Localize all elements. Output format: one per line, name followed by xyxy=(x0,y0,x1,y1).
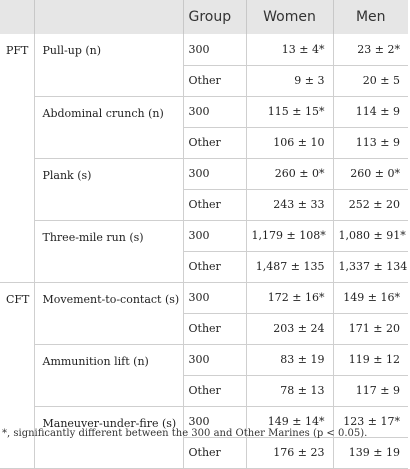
men-value: 1,337 ± 134 xyxy=(333,251,408,282)
table-header-row xyxy=(0,0,408,34)
men-value: 123 ± 17* xyxy=(333,406,408,437)
group-cell: Other xyxy=(183,65,246,96)
men-value: 252 ± 20 xyxy=(333,189,408,220)
men-value: 20 ± 5 xyxy=(333,65,408,96)
women-value: 9 ± 3 xyxy=(246,65,333,96)
group-cell: 300 xyxy=(183,158,246,189)
table-row xyxy=(0,158,408,189)
men-value: 1,080 ± 91* xyxy=(333,220,408,251)
group-cell: Other xyxy=(183,437,246,468)
men-value: 114 ± 9 xyxy=(333,96,408,127)
group-cell: 300 xyxy=(183,220,246,251)
men-value: 113 ± 9 xyxy=(333,127,408,158)
men-value: 149 ± 16* xyxy=(333,282,408,313)
women-value: 83 ± 19 xyxy=(246,344,333,375)
men-value: 117 ± 9 xyxy=(333,375,408,406)
women-value: 1,179 ± 108* xyxy=(246,220,333,251)
group-cell: Other xyxy=(183,127,246,158)
women-value: 1,487 ± 135 xyxy=(246,251,333,282)
men-value: 260 ± 0* xyxy=(333,158,408,189)
women-value: 13 ± 4* xyxy=(246,34,333,65)
header-group: Group xyxy=(183,0,246,34)
women-value: 106 ± 10 xyxy=(246,127,333,158)
group-cell: 300 xyxy=(183,344,246,375)
group-cell: Other xyxy=(183,189,246,220)
women-value: 243 ± 33 xyxy=(246,189,333,220)
women-value: 203 ± 24 xyxy=(246,313,333,344)
table-row xyxy=(0,34,408,65)
men-value: 171 ± 20 xyxy=(333,313,408,344)
group-cell: 300 xyxy=(183,34,246,65)
women-value: 78 ± 13 xyxy=(246,375,333,406)
table-row xyxy=(0,282,408,313)
men-value: 119 ± 12 xyxy=(333,344,408,375)
measure-label: Plank (s) xyxy=(34,158,183,220)
table-row xyxy=(0,344,408,375)
section-label: PFT xyxy=(0,34,34,282)
group-cell: Other xyxy=(183,313,246,344)
header-men: Men xyxy=(355,9,386,25)
measure-label: Maneuver-under-fire (s) xyxy=(34,406,183,468)
group-cell: 300 xyxy=(183,406,246,437)
measure-label: Ammunition lift (n) xyxy=(34,344,183,406)
table-row xyxy=(0,220,408,251)
group-cell: 300 xyxy=(183,282,246,313)
measure-label: Movement-to-contact (s) xyxy=(34,282,183,344)
header-blank-cell xyxy=(34,0,183,34)
women-value: 172 ± 16* xyxy=(246,282,333,313)
men-value: 23 ± 2* xyxy=(333,34,408,65)
header-blank-cell xyxy=(0,0,34,34)
header-women: Women xyxy=(246,0,333,34)
table-footnote: *, significantly different between the 300 and Other Marines (p < 0.05). xyxy=(2,428,368,439)
men-value: 139 ± 19 xyxy=(333,437,408,468)
group-cell: Other xyxy=(183,375,246,406)
measure-label: Abdominal crunch (n) xyxy=(34,96,183,158)
section-label: CFT xyxy=(0,282,34,468)
women-value: 260 ± 0* xyxy=(246,158,333,189)
women-value: 176 ± 23 xyxy=(246,437,333,468)
women-value: 149 ± 14* xyxy=(246,406,333,437)
group-cell: 300 xyxy=(183,96,246,127)
measure-label: Pull-up (n) xyxy=(34,34,183,96)
measure-label: Three-mile run (s) xyxy=(34,220,183,282)
women-value: 115 ± 15* xyxy=(246,96,333,127)
table-row xyxy=(0,96,408,127)
group-cell: Other xyxy=(183,251,246,282)
table-body xyxy=(0,34,408,468)
